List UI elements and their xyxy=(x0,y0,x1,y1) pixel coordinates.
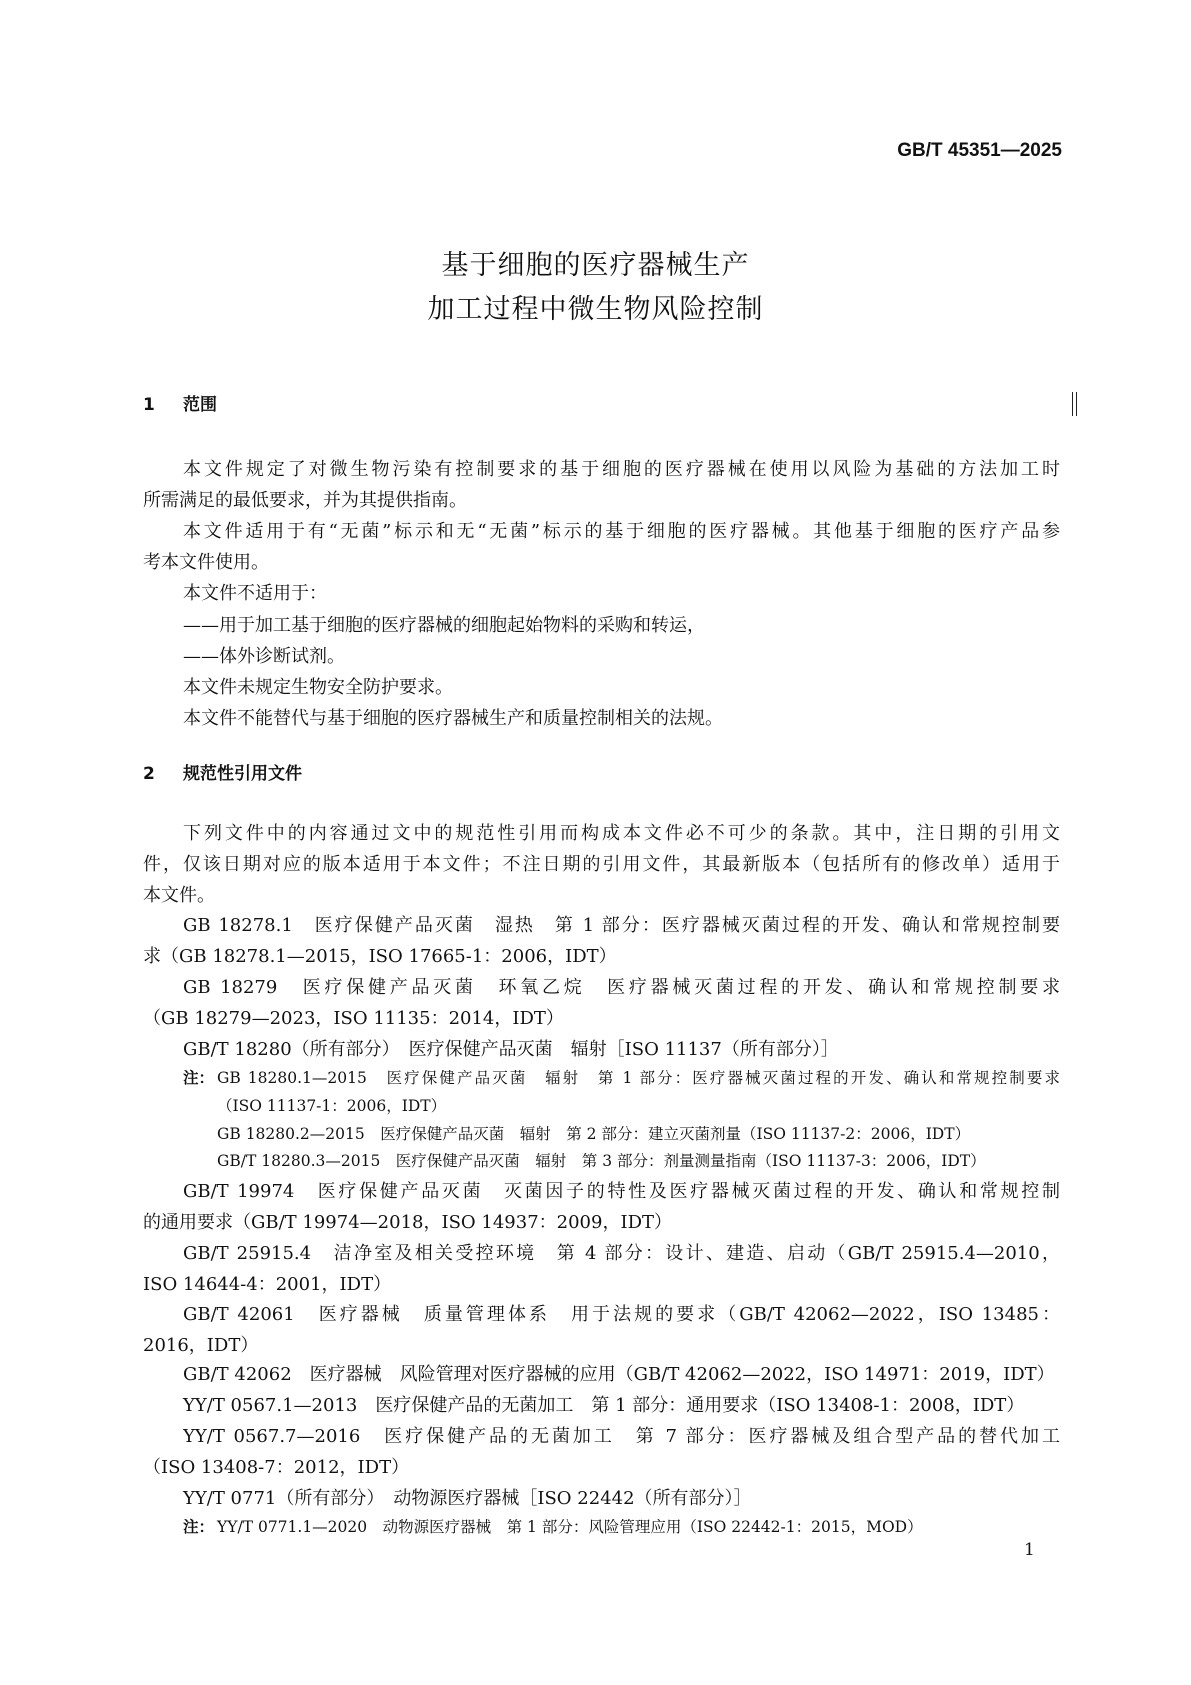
reference-line: GB 18279 医疗保健产品灭菌 环氧乙烷 医疗器械灭菌过程的开发、确认和常规控制要求 xyxy=(183,977,1060,998)
reference-line: YY/T 0771（所有部分） 动物源医疗器械［ISO 22442（所有部分）］ xyxy=(183,1488,752,1509)
note-line: GB 18280.2—2015 医疗保健产品灭菌 辐射 第 2 部分：建立灭菌剂量（ISO 11137-2：2006，IDT） xyxy=(217,1125,971,1143)
reference-line: 的通用要求（GB/T 19974—2018，ISO 14937：2009，IDT） xyxy=(143,1212,673,1233)
paragraph-line: ——用于加工基于细胞的医疗器械的细胞起始物料的采购和转运， xyxy=(183,614,705,636)
note-line: YY/T 0771.1—2020 动物源医疗器械 第 1 部分：风险管理应用（ISO 22442-1：2015，MOD） xyxy=(217,1518,923,1536)
reference-line: GB/T 42061 医疗器械 质量管理体系 用于法规的要求（GB/T 42062—2022，ISO 13485： xyxy=(183,1304,1060,1325)
note-label: 注： xyxy=(183,1518,215,1536)
section-number: 1 xyxy=(143,395,155,415)
paragraph-line: 考本文件使用。 xyxy=(143,552,269,574)
section-title: 范围 xyxy=(183,395,217,415)
reference-line: 2016，IDT） xyxy=(143,1335,259,1356)
paragraph-line: 本文件规定了对微生物污染有控制要求的基于细胞的医疗器械在使用以风险为基础的方法加工时 xyxy=(183,459,1060,480)
paragraph-line: 所需满足的最低要求，并为其提供指南。 xyxy=(143,490,467,512)
reference-line: 下列文件中的内容通过文中的规范性引用而构成本文件必不可少的条款。其中，注日期的引用文 xyxy=(183,823,1060,844)
reference-line: ISO 14644-4：2001，IDT） xyxy=(143,1274,392,1295)
section-2-heading xyxy=(143,759,302,784)
reference-line: 本文件。 xyxy=(143,885,215,906)
reference-line: YY/T 0567.1—2013 医疗保健产品的无菌加工 第 1 部分：通用要求（ISO 13408-1：2008，IDT） xyxy=(183,1395,1025,1416)
reference-line: GB/T 19974 医疗保健产品灭菌 灭菌因子的特性及医疗器械灭菌过程的开发、确认和常规控制 xyxy=(183,1181,1060,1202)
note-line: GB 18280.1—2015 医疗保健产品灭菌 辐射 第 1 部分：医疗器械灭菌过程的开发、确认和常规控制要求 xyxy=(217,1069,1060,1087)
standard-code: GB/T 45351—2025 xyxy=(897,140,1062,161)
note-line: GB/T 18280.3—2015 医疗保健产品灭菌 辐射 第 3 部分：剂量测量指南（ISO 11137-3：2006，IDT） xyxy=(217,1152,986,1170)
reference-line: GB/T 42062 医疗器械 风险管理对医疗器械的应用（GB/T 42062—2022，ISO 14971：2019，IDT） xyxy=(183,1364,1055,1385)
note-line: （ISO 11137-1：2006，IDT） xyxy=(217,1097,447,1115)
section-title: 规范性引用文件 xyxy=(183,764,302,784)
paragraph-line: 本文件适用于有“无菌”标示和无“无菌”标示的基于细胞的医疗器械。其他基于细胞的医疗产品参 xyxy=(183,521,1060,543)
reference-line: YY/T 0567.7—2016 医疗保健产品的无菌加工 第 7 部分：医疗器械及组合型产品的替代加工 xyxy=(183,1426,1060,1447)
section-1-heading xyxy=(143,390,217,415)
reference-line: 求（GB 18278.1—2015，ISO 17665-1：2006，IDT） xyxy=(143,946,617,967)
note-label: 注： xyxy=(183,1069,215,1087)
reference-line: GB/T 18280（所有部分） 医疗保健产品灭菌 辐射［ISO 11137（所有部分）］ xyxy=(183,1039,839,1060)
reference-line: 件，仅该日期对应的版本适用于本文件；不注日期的引用文件，其最新版本（包括所有的修改单）适用于 xyxy=(143,854,1060,875)
document-title-line-1: 基于细胞的医疗器械生产 xyxy=(441,250,750,281)
reference-line: （ISO 13408-7：2012，IDT） xyxy=(143,1457,410,1478)
paragraph-line: 本文件不适用于： xyxy=(183,583,327,605)
section-number: 2 xyxy=(143,764,155,784)
paragraph-line: 本文件未规定生物安全防护要求。 xyxy=(183,676,453,698)
page-number: 1 xyxy=(1024,1540,1035,1560)
document-title-line-2: 加工过程中微生物风险控制 xyxy=(427,294,764,325)
paragraph-line: ——体外诊断试剂。 xyxy=(183,645,345,667)
change-bar-marker xyxy=(1072,392,1077,416)
paragraph-line: 本文件不能替代与基于细胞的医疗器械生产和质量控制相关的法规。 xyxy=(183,707,723,729)
reference-line: GB 18278.1 医疗保健产品灭菌 湿热 第 1 部分：医疗器械灭菌过程的开发、确认和常规控制要 xyxy=(183,915,1060,936)
reference-line: （GB 18279—2023，ISO 11135：2014，IDT） xyxy=(143,1008,564,1029)
reference-line: GB/T 25915.4 洁净室及相关受控环境 第 4 部分：设计、建造、启动（GB/T 25915.4—2010， xyxy=(183,1243,1060,1264)
